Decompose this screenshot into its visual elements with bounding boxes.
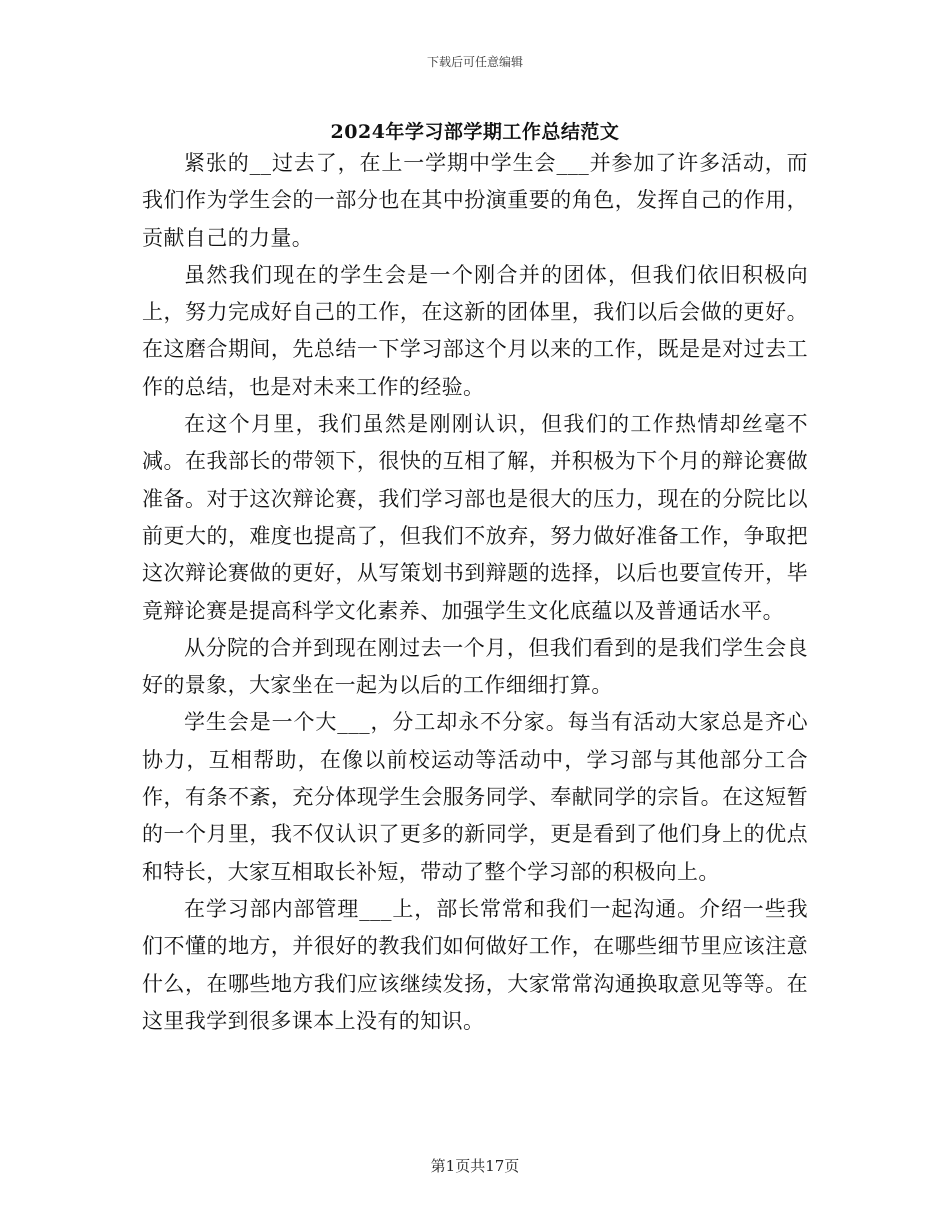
paragraph-4: 从分院的合并到现在刚过去一个月，但我们看到的是我们学生会良好的景象，大家坐在一起为以后的工作细细打算。 [142,635,808,698]
document-title: 2024年学习部学期工作总结范文 [330,121,620,143]
page-footer: 第1页共17页 [430,1157,520,1175]
header-note: 下载后可任意编辑 [426,55,523,69]
document-body [142,145,808,1040]
paragraph-3: 在这个月里，我们虽然是刚刚认识，但我们的工作热情却丝毫不减。在我部长的带领下，很快的互相了解，并积极为下个月的辩论赛做准备。对于这次辩论赛，我们学习部也是很大的压力，现在的分院比以前更大的，难度也提高了，但我们不放弃，努力做好准备工作，争取把这次辩论赛做的更好，从写策划书到辩题的选择，以后也要宣传开，毕竟辩论赛是提高科学文化素养、加强学生文化底蕴以及普通话水平。 [142,412,808,623]
paragraph-1: 紧张的__过去了，在上一学期中学生会___并参加了许多活动，而我们作为学生会的一部分也在其中扮演重要的角色，发挥自己的作用，贡献自己的力量。 [142,151,808,250]
paragraph-6: 在学习部内部管理___上，部长常常和我们一起沟通。介绍一些我们不懂的地方，并很好的教我们如何做好工作，在哪些细节里应该注意什么，在哪些地方我们应该继续发扬，大家常常沟通换取意见等等。在这里我学到很多课本上没有的知识。 [142,896,808,1033]
paragraph-5: 学生会是一个大___，分工却永不分家。每当有活动大家总是齐心协力，互相帮助，在像以前校运动等活动中，学习部与其他部分工合作，有条不紊，充分体现学生会服务同学、奉献同学的宗旨。在这短暂的一个月里，我不仅认识了更多的新同学，更是看到了他们身上的优点和特长，大家互相取长补短，带动了整个学习部的积极向上。 [142,710,808,884]
paragraph-2: 虽然我们现在的学生会是一个刚合并的团体，但我们依旧积极向上，努力完成好自己的工作，在这新的团体里，我们以后会做的更好。在这磨合期间，先总结一下学习部这个月以来的工作，既是是对过去工作的总结，也是对未来工作的经验。 [142,262,808,399]
